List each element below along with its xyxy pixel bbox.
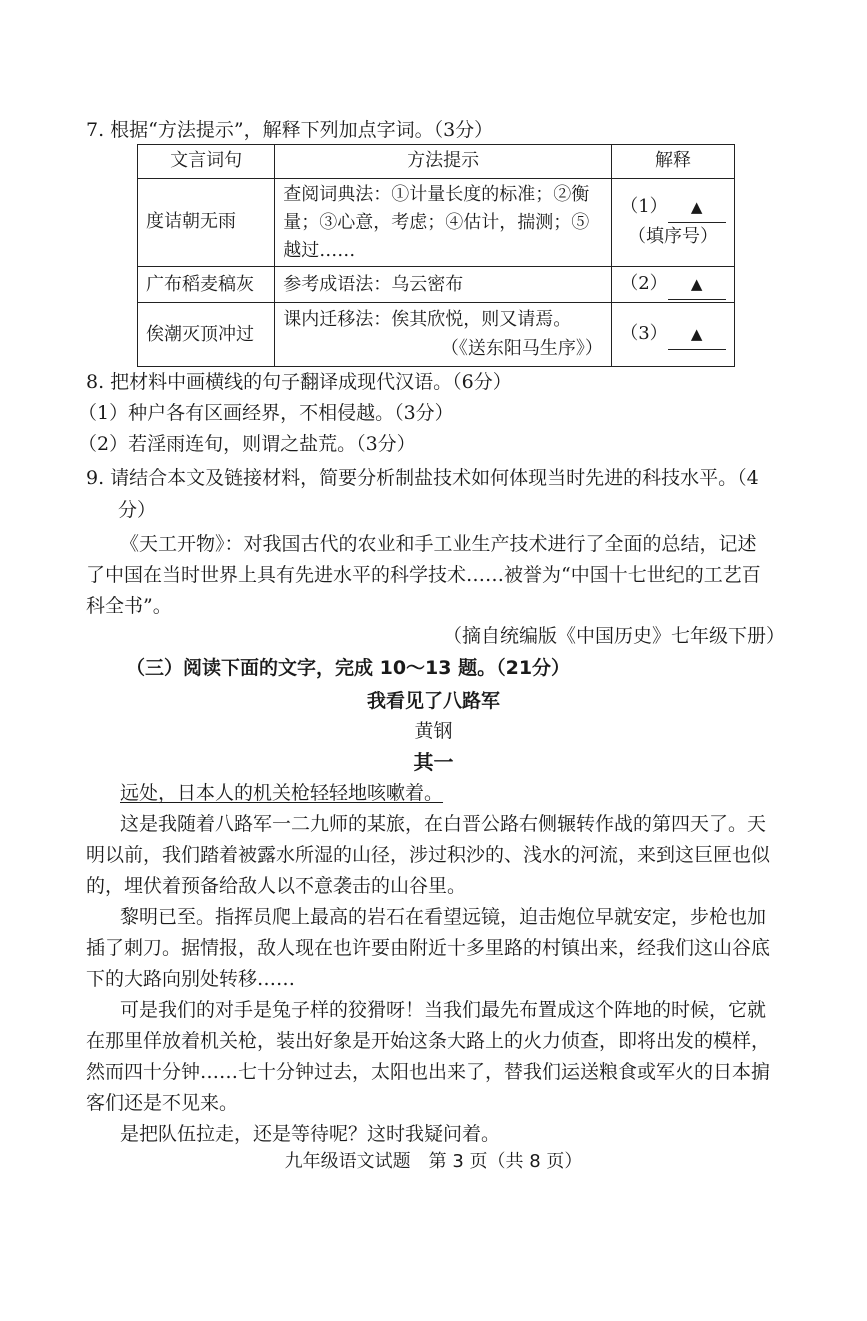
q8-item-2: （2）若淫雨连旬，则谓之盐荒。（3分） bbox=[78, 433, 416, 455]
q7-row3-answer bbox=[611, 303, 734, 367]
q7-col-phrase-header: 文言词句 bbox=[138, 145, 275, 179]
q7-row1-answer-note: （填序号） bbox=[627, 226, 718, 248]
article-p2-line-1: 黎明已至。指挥员爬上最高的岩石在看望远镜，迫击炮位早就安定，步枪也加 bbox=[120, 906, 767, 928]
q7-row1-answer-number: （1） bbox=[620, 196, 668, 218]
article-p2-line-2: 插了刺刀。据情报，敌人现在也许要由附近十多里路的村镇出来，经我们这山谷底 bbox=[86, 937, 771, 959]
q7-row2-answer bbox=[611, 267, 734, 303]
q8-item-1: （1）种户各有区画经界，不相侵越。（3分） bbox=[78, 402, 454, 424]
article-title: 我看见了八路军 bbox=[366, 690, 500, 712]
q7-row1-phrase: 度诘朝无雨 bbox=[138, 178, 275, 267]
q8-heading: 8. 把材料中画横线的句子翻译成现代汉语。（6分） bbox=[86, 371, 512, 393]
underlined-sentence: 远处，日本人的机关枪轻轻地咳嗽着。 bbox=[120, 782, 444, 804]
q7-row-2 bbox=[138, 267, 735, 303]
section-3-heading: （三）阅读下面的文字，完成 10～13 题。（21分） bbox=[126, 657, 571, 679]
article-p3-line-3: 然而四十分钟……七十分钟过去，太阳也出来了，替我们运送粮食或军火的日本掮 bbox=[86, 1061, 771, 1083]
q7-row2-answer-number: （2） bbox=[620, 273, 668, 295]
q7-row1-hint: 查阅词典法：①计量长度的标准；②衡量；③心意，考虑；④估计，揣测；⑤越过…… bbox=[275, 178, 612, 267]
page-footer: 九年级语文试题 第 3 页（共 8 页） bbox=[284, 1151, 583, 1172]
q7-row1-answer bbox=[611, 178, 734, 267]
q7-row-1 bbox=[138, 178, 735, 267]
article-p1-line-1: 这是我随着八路军一二九师的某旅，在白晋公路右侧辗转作战的第四天了。天 bbox=[120, 813, 767, 835]
article-p4: 是把队伍拉走，还是等待呢？这时我疑问着。 bbox=[120, 1123, 501, 1145]
article-p1-line-3: 的，埋伏着预备给敌人以不意袭击的山谷里。 bbox=[86, 875, 467, 897]
article-p1-line-2: 明以前，我们踏着被露水所湿的山径，涉过积沙的、浅水的河流，来到这巨匣也似 bbox=[86, 844, 771, 866]
q9-link-line-1: 《天工开物》：对我国古代的农业和手工业生产技术进行了全面的总结，记述 bbox=[120, 533, 757, 555]
article-p3-line-4: 客们还是不见来。 bbox=[86, 1092, 239, 1114]
q7-col-answer-header: 解释 bbox=[611, 145, 734, 179]
answer-triangle-icon: ▲ bbox=[690, 275, 703, 294]
q7-heading: 7. 根据“方法提示”，解释下列加点字词。（3分） bbox=[86, 119, 494, 141]
q7-row3-answer-number: （3） bbox=[620, 323, 668, 345]
article-p3-line-1: 可是我们的对手是兔子样的狡猾呀！当我们最先布置成这个阵地的时候，它就 bbox=[120, 999, 767, 1021]
q7-row3-hint-source: （《送东阳马生序》） bbox=[440, 337, 603, 359]
q7-row3-phrase: 俟潮灭顶冲过 bbox=[138, 303, 275, 367]
q7-row3-hint: 课内迁移法：俟其欣悦，则又请焉。 bbox=[283, 309, 572, 331]
article-p2-line-3: 下的大路向别处转移…… bbox=[86, 968, 296, 990]
q7-table-header-row bbox=[138, 145, 735, 179]
answer-triangle-icon: ▲ bbox=[690, 325, 703, 344]
article-author: 黄钢 bbox=[414, 720, 453, 742]
q7-col-hint-header: 方法提示 bbox=[275, 145, 612, 179]
q7-row2-phrase: 广布稻麦稿灰 bbox=[138, 267, 275, 303]
q9-link-line-3: 科全书”。 bbox=[86, 595, 172, 617]
q7-row-3 bbox=[138, 303, 735, 367]
q9-heading-cont: 分） bbox=[118, 499, 157, 521]
q9-heading: 9. 请结合本文及链接材料，简要分析制盐技术如何体现当时先进的科技水平。（4 bbox=[86, 467, 759, 489]
q7-row2-hint: 参考成语法：乌云密布 bbox=[275, 267, 612, 303]
article-part-label: 其一 bbox=[413, 750, 454, 774]
q9-link-line-2: 了中国在当时世界上具有先进水平的科学技术……被誉为“中国十七世纪的工艺百 bbox=[86, 564, 761, 586]
article-paragraph-0 bbox=[120, 779, 443, 808]
article-p3-line-2: 在那里佯放着机关枪，装出好象是开始这条大路上的火力侦查，即将出发的模样， bbox=[86, 1030, 771, 1052]
q9-link-source: （摘自统编版《中国历史》七年级下册） bbox=[442, 625, 785, 647]
q7-table bbox=[137, 144, 735, 367]
answer-triangle-icon: ▲ bbox=[690, 198, 703, 217]
q7-row3-hint-cell bbox=[275, 303, 612, 367]
